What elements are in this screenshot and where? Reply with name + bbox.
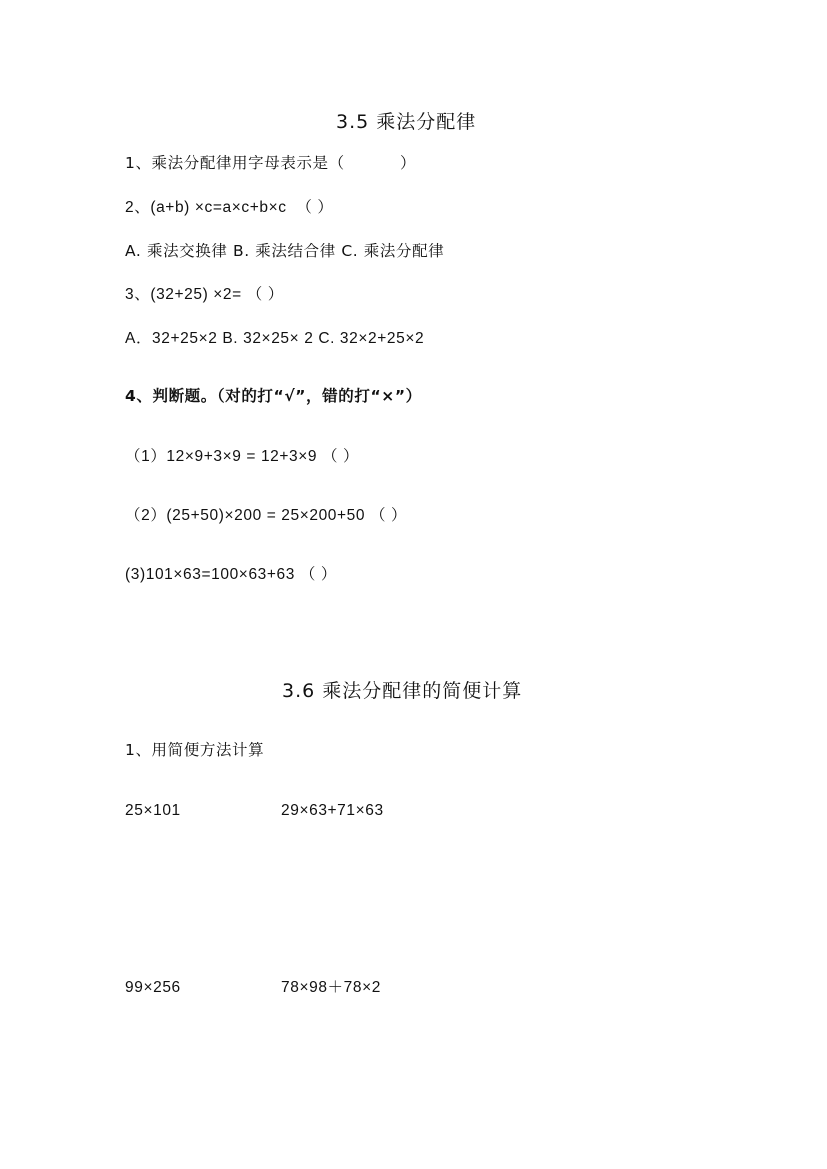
section-title-3-6: 3.6 乘法分配律的简便计算 [282, 680, 523, 702]
section-2-question-1: 1、用简便方法计算 [125, 741, 265, 759]
question-4: 4、判断题。（对的打“√”，错的打“×”） [125, 387, 422, 405]
calc-problem-2: 29×63+71×63 [281, 802, 384, 819]
question-1: 1、乘法分配律用字母表示是（ ） [125, 154, 417, 172]
question-2: 2、(a+b) ×c=a×c+b×c （ ） [125, 199, 334, 216]
question-3: 3、(32+25) ×2= （ ） [125, 286, 284, 303]
question-3-options: A．32+25×2 B. 32×25× 2 C. 32×2+25×2 [125, 330, 425, 347]
judgement-item-1: （1）12×9+3×9 = 12+3×9 （ ） [125, 448, 360, 465]
question-2-options: A. 乘法交换律 B. 乘法结合律 C. 乘法分配律 [125, 242, 445, 260]
calc-problem-4: 78×98＋78×2 [281, 979, 381, 996]
calc-problem-1: 25×101 [125, 802, 181, 819]
judgement-item-2: （2）(25+50)×200 = 25×200+50 （ ） [125, 507, 408, 524]
calc-problem-3: 99×256 [125, 979, 181, 996]
section-title-3-5: 3.5 乘法分配律 [336, 111, 477, 133]
judgement-item-3: (3)101×63=100×63+63 （ ） [125, 566, 338, 583]
